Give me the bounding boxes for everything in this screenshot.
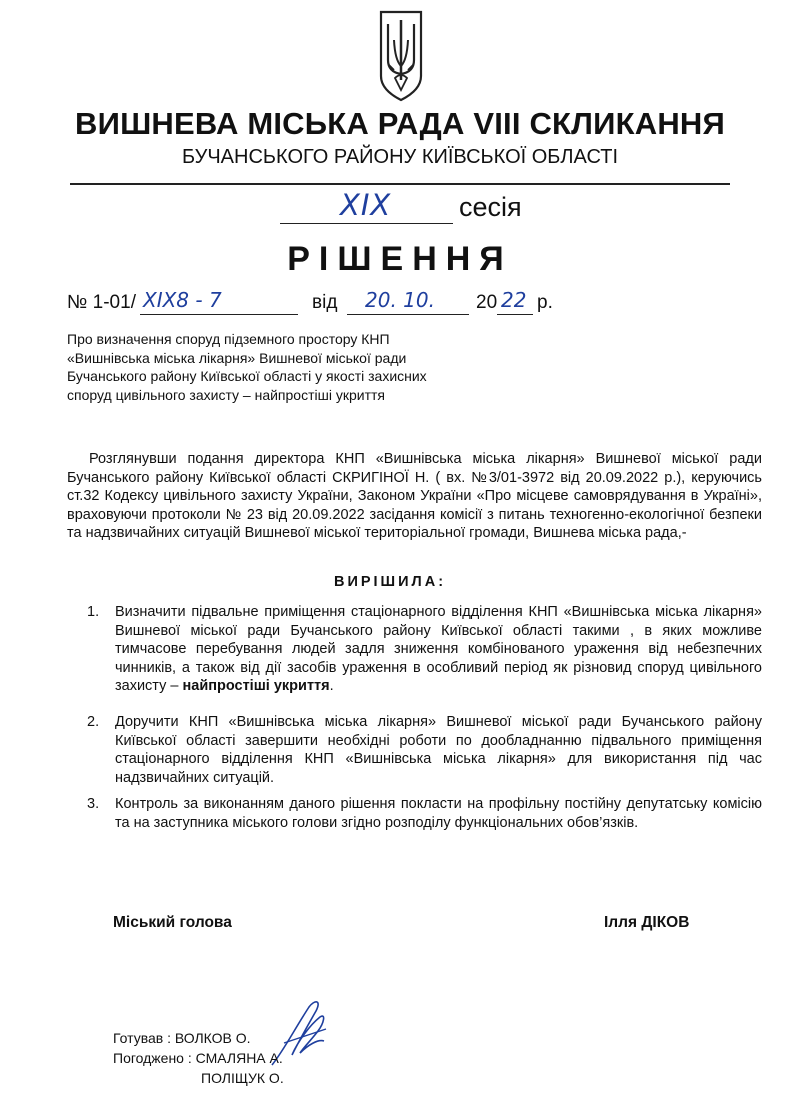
number-prefix: № 1-01/ bbox=[67, 292, 136, 313]
year-end: р. bbox=[537, 292, 553, 313]
session-underline bbox=[280, 223, 453, 224]
year-suffix: 22 bbox=[501, 288, 527, 312]
mayor-label: Міський голова bbox=[113, 914, 232, 931]
session-line bbox=[280, 188, 580, 228]
decision-number: XIX8 - 7 bbox=[143, 288, 222, 312]
year-prefix: 20 bbox=[476, 292, 498, 313]
session-number: XIX bbox=[340, 188, 392, 222]
trident-icon bbox=[378, 10, 424, 102]
item-text: Доручити КНП «Вишнівська міська лікарня» Вишневої міської ради Бучанського району Київської області завершити необхідні роботи по дообладнанню підвального приміщення стаціонарного відділення КНП «Вишнівська міська лікарня» для використання під час надзвичайних ситуацій. bbox=[115, 714, 762, 786]
council-title: ВИШНЕВА МІСЬКА РАДА VIII СКЛИКАННЯ bbox=[75, 106, 725, 141]
item-text: Визначити підвальне приміщення стаціонарного відділення КНП «Вишнівська міська лікарня» Вишневої міської ради Бучанського району Київської області такими , в яких можливе тимчасове перебування людей задля зниження комбінованого ураження від небезпечних чинників, а також від дії засобів ураження в особливий період як різновид споруд цивільного захисту – bbox=[115, 604, 762, 694]
item-text: Контроль за виконанням даного рішення покласти на профільну постійну депутатську комісію та на заступника міського голови згідно розподілу функціональних обов’язків. bbox=[115, 796, 762, 831]
resolved-heading: ВИРІШИЛА: bbox=[333, 574, 447, 590]
prepared-by: Готував : ВОЛКОВ О. bbox=[113, 1030, 251, 1046]
item-number: 2. bbox=[87, 714, 100, 730]
decision-title: РІШЕННЯ bbox=[287, 240, 513, 278]
decision-date: 20. 10. bbox=[365, 288, 435, 312]
mayor-name: Ілля ДІКОВ bbox=[604, 914, 690, 931]
decision-subject: Про визначення споруд підземного простору КНП «Вишнівська міська лікарня» Вишневої міської ради Бучанського району Київської області у якості захисних споруд цивільного захисту – найпростіші укриття bbox=[67, 331, 427, 403]
preamble-paragraph: Розглянувши подання директора КНП «Вишнівська міська лікарня» Вишневої міської ради Бучанського району Київської області СКРИГІНОЇ Н. ( вх. №3/01-3972 від 20.09.2022 р.), керуючись ст.32 Кодексу цивільного захисту України, Законом України «Про місцеве самоврядування в Україні», враховуючи протоколи № 23 від 20.09.2022 засідання комісії з питань техногенно-екологічної безпеки та надзвичайних ситуацій Вишневої міської територіальної громади, Вишнева міська рада,- bbox=[67, 451, 762, 541]
from-label: від bbox=[312, 292, 338, 313]
list-item bbox=[87, 795, 762, 832]
list-item bbox=[87, 603, 762, 696]
agreed-by: Погоджено : СМАЛЯНА А. bbox=[113, 1050, 283, 1066]
list-item bbox=[87, 713, 762, 787]
item-end: . bbox=[329, 678, 334, 694]
item-number: 1. bbox=[87, 604, 100, 620]
decision-number-row bbox=[67, 290, 587, 320]
council-subtitle: БУЧАНСЬКОГО РАЙОНУ КИЇВСЬКОЇ ОБЛАСТІ bbox=[181, 146, 618, 168]
header-divider bbox=[70, 183, 730, 185]
item-bold-text: найпростіші укриття bbox=[182, 678, 330, 694]
agreed-by-second: ПОЛІЩУК О. bbox=[201, 1070, 284, 1086]
item-number: 3. bbox=[87, 796, 100, 812]
session-label: сесія bbox=[459, 192, 522, 222]
